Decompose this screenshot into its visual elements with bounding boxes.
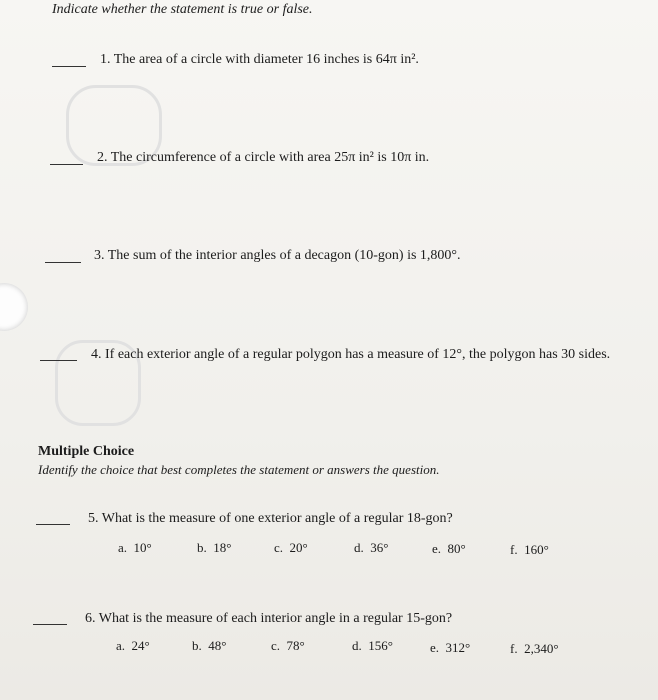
q6-choice-e[interactable]: e. 312° <box>430 640 471 655</box>
q5-choice-c[interactable]: c. 20° <box>274 540 308 555</box>
q6-choice-b[interactable]: b. 48° <box>192 638 227 653</box>
binder-hole <box>0 283 28 331</box>
answer-blank-5[interactable] <box>36 524 70 525</box>
q5-choice-a[interactable]: a. 10° <box>118 540 152 555</box>
question-1: 1. The area of a circle with diameter 16 inches is 64π in². <box>100 52 419 67</box>
q6-choice-f[interactable]: f. 2,340° <box>510 641 559 656</box>
q5-choice-d[interactable]: d. 36° <box>354 540 389 555</box>
answer-blank-1[interactable] <box>52 66 86 67</box>
q5-choice-b[interactable]: b. 18° <box>197 540 232 555</box>
question-5: 5. What is the measure of one exterior angle of a regular 18-gon? <box>88 511 453 526</box>
q6-choice-a[interactable]: a. 24° <box>116 638 150 653</box>
answer-blank-2[interactable] <box>50 164 83 165</box>
mc-section-title: Multiple Choice <box>38 444 135 459</box>
tf-instructions: Indicate whether the statement is true or false. <box>52 2 313 17</box>
mc-instructions: Identify the choice that best completes the statement or answers the question. <box>38 462 440 477</box>
q6-choice-c[interactable]: c. 78° <box>271 638 305 653</box>
answer-blank-6[interactable] <box>33 624 67 625</box>
question-2: 2. The circumference of a circle with area 25π in² is 10π in. <box>97 150 430 165</box>
q5-choice-f[interactable]: f. 160° <box>510 542 549 557</box>
q5-choice-e[interactable]: e. 80° <box>432 541 466 556</box>
question-3: 3. The sum of the interior angles of a decagon (10-gon) is 1,800°. <box>94 248 461 263</box>
q6-choice-d[interactable]: d. 156° <box>352 638 393 653</box>
question-6: 6. What is the measure of each interior angle in a regular 15-gon? <box>85 611 453 626</box>
question-4: 4. If each exterior angle of a regular polygon has a measure of 12°, the polygon has 30 sides. <box>91 347 611 362</box>
answer-blank-4[interactable] <box>40 360 77 361</box>
answer-blank-3[interactable] <box>45 262 81 263</box>
